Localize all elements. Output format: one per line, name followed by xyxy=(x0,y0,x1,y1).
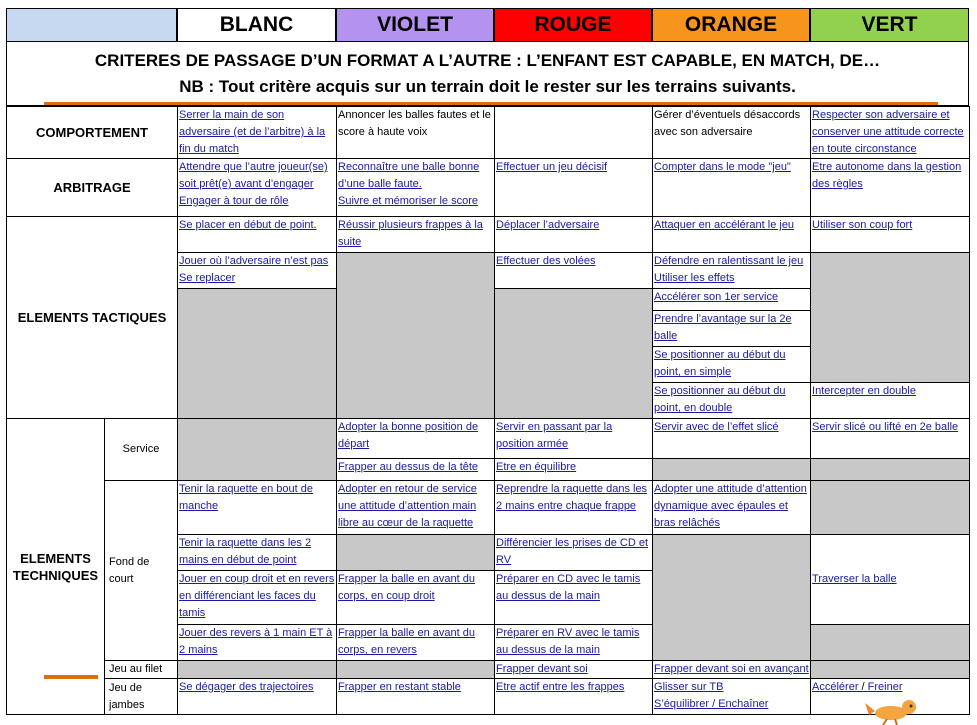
header-orange-label: ORANGE xyxy=(684,13,778,36)
cell-fc-violet-grey xyxy=(337,535,495,571)
cell-fc-blanc-3[interactable]: Jouer en coup droit et en revers en différenciant les faces du tamis xyxy=(178,571,337,625)
cell-comp-blanc[interactable]: Serrer la main de son adversaire (et de l’arbitre) à la fin du match xyxy=(178,107,337,159)
jj-orange-item-1[interactable]: Glisser sur TB xyxy=(654,681,724,693)
category-techniques-line-2: TECHNIQUES xyxy=(12,567,99,583)
cell-arb-rouge[interactable]: Effectuer un jeu décisif xyxy=(495,159,653,217)
cell-jj-orange[interactable] xyxy=(653,679,811,715)
subcategory-jambes: Jeu de jambes xyxy=(105,679,178,715)
accent-bar-top xyxy=(44,102,938,105)
cell-srv-blanc-grey xyxy=(178,419,337,481)
row-comportement xyxy=(7,107,970,159)
cell-fc-rouge-3[interactable]: Préparer en CD avec le tamis au dessus de la main xyxy=(495,571,653,625)
cell-srv-rouge-2[interactable]: Etre en équilibre xyxy=(495,459,653,481)
cell-tac-blanc-2[interactable] xyxy=(178,253,337,289)
subcategory-service: Service xyxy=(105,419,178,481)
header-rouge-label: ROUGE xyxy=(534,13,612,36)
cell-comp-rouge-empty xyxy=(495,107,653,159)
cell-srv-orange[interactable]: Servir avec de l’effet slicé xyxy=(653,419,811,459)
jj-orange-item-2[interactable]: S’équilibrer / Enchaîner xyxy=(654,698,769,710)
cell-jj-blanc[interactable]: Se dégager des trajectoires xyxy=(178,679,337,715)
cell-arb-violet[interactable] xyxy=(337,159,495,217)
cell-srv-vert-grey xyxy=(811,459,970,481)
category-tactiques: ELEMENTS TACTIQUES xyxy=(7,217,178,419)
cell-tac-vert-grey xyxy=(811,253,970,383)
tac-orange-item-3[interactable]: Utiliser les effets xyxy=(654,272,735,284)
jj-vert-item-a[interactable]: Accélérer xyxy=(812,681,859,693)
accent-bar-bottom xyxy=(44,675,98,679)
cell-tac-violet-grey xyxy=(337,253,495,419)
tac-blanc-item-2[interactable]: Jouer où l’adversaire n’est pas xyxy=(179,255,329,267)
cell-jj-violet[interactable]: Frapper en restant stable xyxy=(337,679,495,715)
cell-fc-rouge-2[interactable]: Différencier les prises de CD et RV xyxy=(495,535,653,571)
cell-srv-violet-2[interactable]: Frapper au dessus de la tête xyxy=(337,459,495,481)
category-arbitrage: ARBITRAGE xyxy=(7,159,178,217)
subcategory-fond: Fond de court xyxy=(105,481,178,661)
cell-fc-violet-4[interactable]: Frapper la balle en avant du corps, en revers xyxy=(337,625,495,661)
cell-srv-orange-grey xyxy=(653,459,811,481)
cell-tac-violet-1[interactable]: Réussir plusieurs frappes à la suite xyxy=(337,217,495,253)
cell-filet-violet-grey xyxy=(337,661,495,679)
row-fond-1 xyxy=(7,481,970,535)
cell-tac-blanc-1[interactable]: Se placer en début de point. xyxy=(178,217,337,253)
cell-arb-vert[interactable]: Etre autonome dans la gestion des règles xyxy=(811,159,970,217)
header-vert-label: VERT xyxy=(861,13,918,36)
header-violet-label: VIOLET xyxy=(377,13,453,36)
cell-arb-blanc[interactable] xyxy=(178,159,337,217)
cell-filet-orange[interactable]: Frapper devant soi en avançant xyxy=(653,661,811,679)
cell-tac-orange-6[interactable]: Se positionner au début du point, en simple xyxy=(653,347,811,383)
cell-fc-blanc-1[interactable]: Tenir la raquette en bout de manche xyxy=(178,481,337,535)
cell-tac-orange-4[interactable]: Accélérer son 1er service xyxy=(653,289,811,311)
category-techniques-line-1: ELEMENTS xyxy=(20,550,91,566)
cell-fc-blanc-4[interactable]: Jouer des revers à 1 main ET à 2 mains xyxy=(178,625,337,661)
title-line-2: NB : Tout critère acquis sur un terrain doit le rester sur les terrains suivants. xyxy=(179,77,796,96)
arb-violet-item-1[interactable]: Reconnaître une balle bonne d’une balle faute. xyxy=(338,161,480,190)
cell-fc-violet-3[interactable]: Frapper la balle en avant du corps, en coup droit xyxy=(337,571,495,625)
header-vert xyxy=(810,8,969,42)
cell-jj-rouge[interactable]: Etre actif entre les frappes xyxy=(495,679,653,715)
title-line-1: CRITERES DE PASSAGE D’UN FORMAT A L’AUTRE : L’ENFANT EST CAPABLE, EN MATCH, DE… xyxy=(94,51,881,70)
cell-comp-violet: Annoncer les balles fautes et le score à haute voix xyxy=(337,107,495,159)
header-rouge xyxy=(494,8,652,42)
header-blanc-label: BLANC xyxy=(219,13,294,36)
title-banner xyxy=(6,42,969,106)
cell-srv-violet-1[interactable]: Adopter la bonne position de départ xyxy=(337,419,495,459)
tac-blanc-item-3[interactable]: Se replacer xyxy=(179,272,236,284)
cell-comp-orange: Gérer d’éventuels désaccords avec son adversaire xyxy=(653,107,811,159)
cell-tac-rouge-1[interactable]: Déplacer l’adversaire xyxy=(495,217,653,253)
cell-tac-rouge-2[interactable]: Effectuer des volées xyxy=(495,253,653,289)
cell-fc-blanc-2[interactable]: Tenir la raquette dans les 2 mains en début de point xyxy=(178,535,337,571)
category-comportement: COMPORTEMENT xyxy=(7,107,178,159)
cell-tac-orange-7[interactable]: Se positionner au début du point, en double xyxy=(653,383,811,419)
subcategory-filet: Jeu au filet xyxy=(105,661,178,679)
jj-vert-item-b[interactable]: Freiner xyxy=(867,681,903,693)
cell-srv-rouge-1[interactable]: Servir en passant par la position armée xyxy=(495,419,653,459)
cell-tac-orange-2[interactable] xyxy=(653,253,811,289)
cell-tac-orange-1[interactable]: Attaquer en accélérant le jeu xyxy=(653,217,811,253)
cell-filet-rouge[interactable]: Frapper devant soi xyxy=(495,661,653,679)
row-arbitrage xyxy=(7,159,970,217)
cell-filet-vert-grey xyxy=(811,661,970,679)
cell-fc-orange-grey xyxy=(653,535,811,661)
header-blanc xyxy=(177,8,336,42)
row-tactique-1 xyxy=(7,217,970,253)
cell-tac-vert-2[interactable]: Intercepter en double xyxy=(811,383,970,419)
cell-srv-vert[interactable]: Servir slicé ou lifté en 2e balle xyxy=(811,419,970,459)
cell-tac-orange-5[interactable]: Prendre l’avantage sur la 2e balle xyxy=(653,311,811,347)
row-jambes xyxy=(7,679,970,715)
cell-fc-orange-1[interactable]: Adopter une attitude d’attention dynamique avec épaules et bras relâchés xyxy=(653,481,811,535)
criteria-table xyxy=(6,106,970,715)
cell-fc-rouge-1[interactable]: Reprendre la raquette dans les 2 mains entre chaque frappe xyxy=(495,481,653,535)
tac-orange-item-2[interactable]: Défendre en ralentissant le jeu xyxy=(654,255,804,267)
arb-blanc-item-1[interactable]: Attendre que l’autre joueur(se) soit prêt(e) avant d’engager xyxy=(179,161,328,190)
fc-vert-item[interactable]: Traverser la balle xyxy=(812,573,897,585)
jj-vert-sep: / xyxy=(858,681,868,693)
header-corner xyxy=(6,8,177,42)
category-techniques xyxy=(7,419,105,715)
cell-fc-rouge-4[interactable]: Préparer en RV avec le tamis au dessus de la main xyxy=(495,625,653,661)
cell-arb-orange[interactable]: Compter dans le mode "jeu" xyxy=(653,159,811,217)
cell-comp-vert[interactable]: Respecter son adversaire et conserver une attitude correcte en toute circonstance xyxy=(811,107,970,159)
cell-fc-vert-grey-1 xyxy=(811,481,970,535)
row-filet xyxy=(7,661,970,679)
header-violet xyxy=(336,8,494,42)
cell-fc-vert[interactable] xyxy=(811,535,970,625)
mascot-icon xyxy=(861,689,925,725)
arb-blanc-item-2[interactable]: Engager à tour de rôle xyxy=(179,195,289,207)
cell-fc-vert-grey-2 xyxy=(811,625,970,661)
cell-fc-violet-1[interactable]: Adopter en retour de service une attitude d’attention main libre au cœur de la raquette xyxy=(337,481,495,535)
cell-tac-rouge-grey xyxy=(495,289,653,419)
arb-violet-item-2[interactable]: Suivre et mémoriser le score xyxy=(338,195,479,207)
cell-filet-blanc-grey xyxy=(178,661,337,679)
header-orange xyxy=(652,8,810,42)
cell-tac-blanc-grey xyxy=(178,289,337,419)
cell-tac-vert-1[interactable]: Utiliser son coup fort xyxy=(811,217,970,253)
row-service-1 xyxy=(7,419,970,459)
